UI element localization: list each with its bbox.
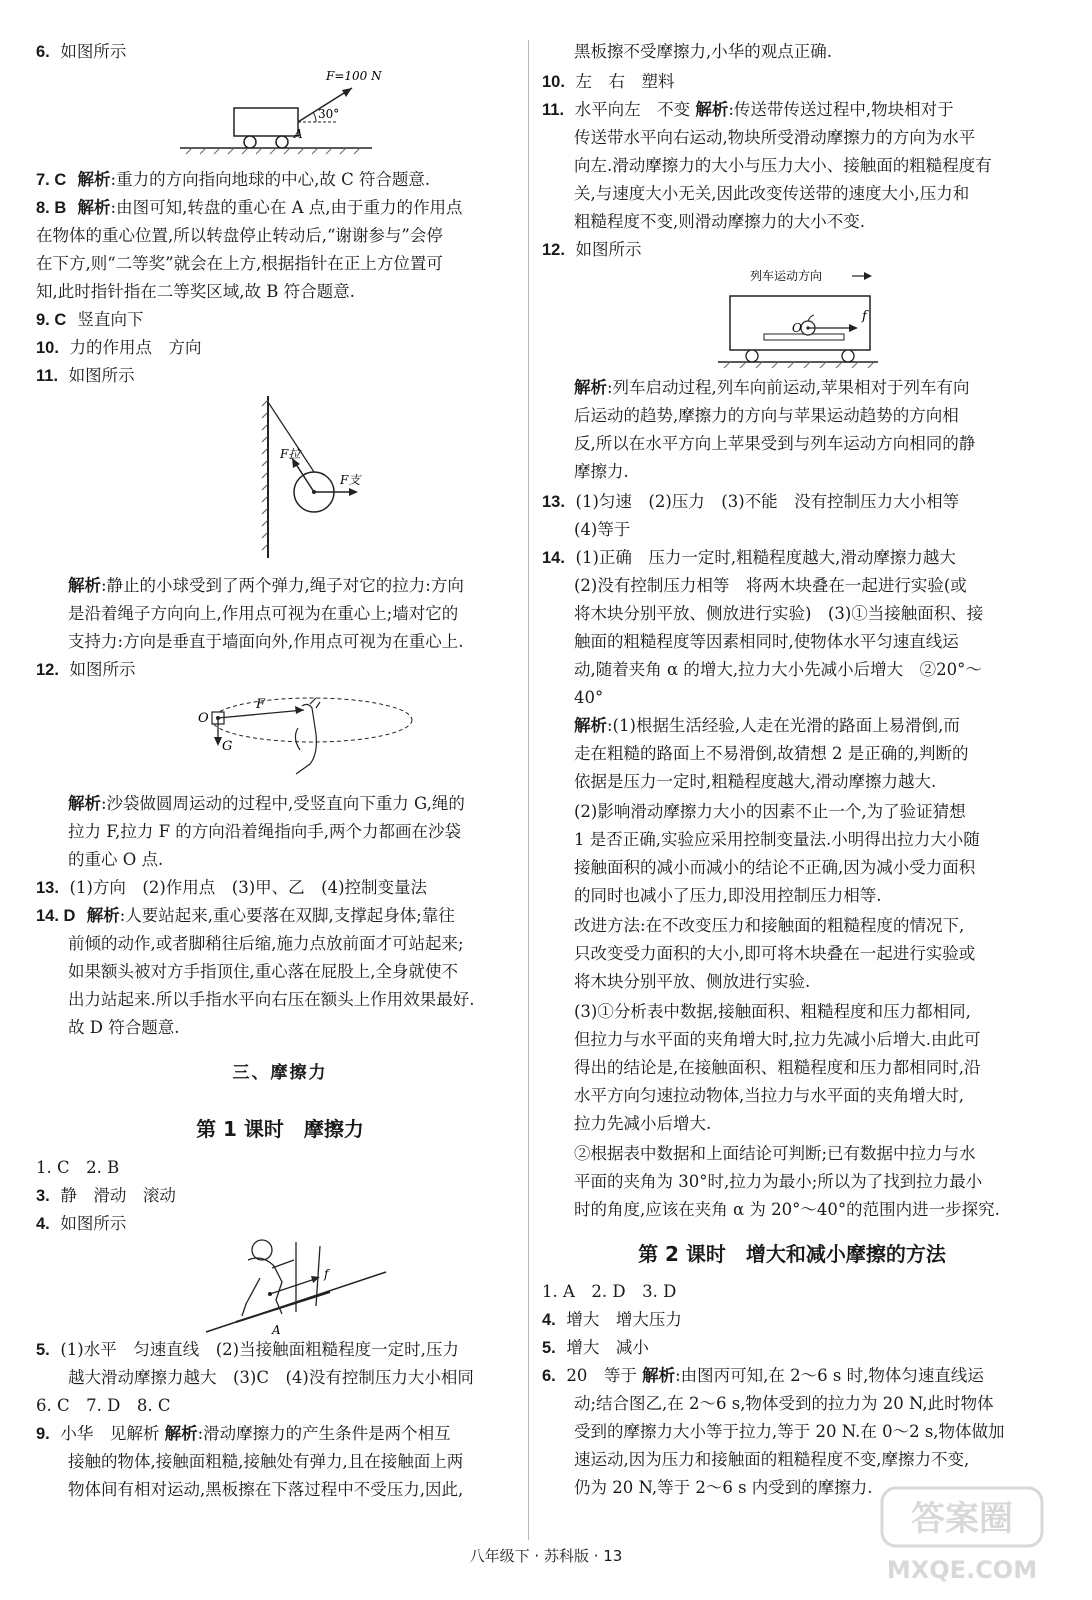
answer-line: 解析:列车启动过程,列车向前运动,苹果相对于列车有向 [574,378,970,397]
answer-line: 4. 如图所示 [36,1214,127,1233]
answer-line: 3. 静 滑动 滚动 [36,1186,176,1205]
answer-line: 7. C 解析:重力的方向指向地球的中心,故 C 符合题意. [36,170,431,189]
answer-line: 解析:(1)根据生活经验,人走在光滑的路面上易滑倒,而 [574,716,960,735]
cart-force-figure [176,66,382,158]
answer-line: 1 是否正确,实验应采用控制变量法.小明得出拉力大小随 [574,830,980,849]
answer-line: 13. (1)方向 (2)作用点 (3)甲、乙 (4)控制变量法 [36,878,428,897]
lesson-heading: 第 1 课时 摩擦力 [196,1117,364,1141]
answer-line: 接触面积的减小而减小的结论不正确,因为减小受力面积 [574,858,976,877]
answer-line: 如果额头被对方手指顶住,重心落在屁股上,全身就使不 [68,962,458,981]
answer-line: 6. 20 等于 解析:由图丙可知,在 2～6 s 时,物体匀速直线运 [542,1366,984,1385]
answer-line: 4. 增大 增大压力 [542,1310,682,1329]
answer-line: 8. B 解析:由图可知,转盘的重心在 A 点,由于重力的作用点 [36,198,463,217]
force-label: F=100 N [326,69,382,83]
answer-line: 的同时也减小了压力,即没用控制压力相等. [574,886,882,905]
answer-line: 向左.滑动摩擦力的大小与压力大小、接触面的粗糙程度有 [574,156,992,175]
answer-line: 6. C 7. D 8. C [36,1396,171,1415]
section-heading: 三、摩擦力 [232,1063,328,1083]
column-divider [528,40,529,1540]
watermark-bottom: MXQE.COM [886,1556,1038,1584]
o-label: O [198,711,209,726]
answer-line: 越大滑动摩擦力越大 (3)C (4)没有控制压力大小相同 [68,1368,474,1387]
answer-line: 走在粗糙的路面上不易滑倒,故猜想 2 是正确的,判断的 [574,744,969,763]
answer-line: 改进方法:在不改变压力和接触面的粗糙程度的情况下, [574,916,965,935]
answer-line: 1. C 2. B [36,1158,120,1177]
answer-line: 动;结合图乙,在 2～6 s,物体受到的拉力为 20 N,此时物体 [574,1394,994,1413]
answer-line: ②根据表中数据和上面结论可判断;已有数据中拉力与水 [574,1144,976,1163]
answer-line: 关,与速度大小无关,因此改变传送带的速度大小,压力和 [574,184,970,203]
answer-line: 将木块分别平放、侧放进行实验) (3)①当接触面积、接 [574,604,984,623]
answer-line: 受到的摩擦力大小等于拉力,等于 20 N.在 0～2 s,物体做加 [574,1422,1005,1441]
answer-line: (3)①分析表中数据,接触面积、粗糙程度和压力都相同, [574,1002,971,1021]
answer-line: 6. 如图所示 [36,42,127,61]
answer-line: 在物体的重心位置,所以转盘停止转动后,“谢谢参与”会停 [36,226,443,245]
ball-wall-figure [258,392,368,562]
answer-line: 平面的夹角为 30°时,拉力为最小;所以为了找到拉力最小 [574,1172,983,1191]
answer-line: 解析:沙袋做圆周运动的过程中,受竖直向下重力 G,绳的 [68,794,465,813]
answer-line: (2)没有控制压力相等 将两木块叠在一起进行实验(或 [574,576,967,595]
watermark-top: 答案圈 [911,1499,1013,1539]
answer-line: 依据是压力一定时,粗糙程度越大,滑动摩擦力越大. [574,772,937,791]
answer-line: 传送带水平向右运动,物块所受滑动摩擦力的方向为水平 [574,128,976,147]
page-footer: 八年级下 · 苏科版 · 13 [469,1547,623,1565]
answer-line: 黑板擦不受摩擦力,小华的观点正确. [574,42,832,61]
answer-line: 物体间有相对运动,黑板擦在下落过程中不受压力,因此, [68,1480,464,1499]
answer-line: 11. 水平向左 不变 解析:传送带传送过程中,物块相对于 [542,100,954,119]
answer-line: 只改变受力面积的大小,即可将木块叠在一起进行实验或 [574,944,976,963]
answer-line: 支持力:方向是垂直于墙面向外,作用点可视为在重心上. [68,632,464,651]
answer-line: 的重心 O 点. [68,850,164,869]
answer-line: 10. 左 右 塑料 [542,72,675,91]
answer-line: 出力站起来.所以手指水平向右压在额头上作用效果最好. [68,990,475,1009]
answer-line: 摩擦力. [574,462,629,481]
answer-line: 40° [574,688,604,707]
answer-line: 拉力先减小后增大. [574,1114,712,1133]
answer-line: 在下方,则“二等奖”就会在上方,根据指针在正上方位置可 [36,254,443,273]
answer-line: 解析:静止的小球受到了两个弹力,绳子对它的拉力:方向 [68,576,464,595]
answer-line: 仍为 20 N,等于 2～6 s 内受到的摩擦力. [574,1478,873,1497]
answer-line: 粗糙程度不变,则滑动摩擦力的大小不变. [574,212,865,231]
direction-label: 列车运动方向 [750,269,823,283]
answer-line: 触面的粗糙程度等因素相同时,使物体水平匀速直线运 [574,632,959,651]
sandbag-figure [192,688,432,784]
o-label: O [792,321,802,335]
answer-line: 12. 如图所示 [542,240,642,259]
answer-line: 速运动,因为压力和接触面的粗糙程度不变,摩擦力不变, [574,1450,970,1469]
angle-label: 30° [318,107,340,121]
answer-line: 前倾的动作,或者脚稍往后缩,施力点放前面才可站起来; [68,934,464,953]
answer-line: 5. 增大 减小 [542,1338,649,1357]
answer-line: 是沿着绳子方向向上,作用点可视为在重心上;墙对它的 [68,604,459,623]
answer-line: 后运动的趋势,摩擦力的方向与苹果运动趋势的方向相 [574,406,959,425]
answer-line: (4)等于 [574,520,631,539]
answer-line: 反,所以在水平方向上苹果受到与列车运动方向相同的静 [574,434,976,453]
tension-label: F拉 [280,447,301,461]
answer-line: 10. 力的作用点 方向 [36,338,202,357]
answer-line: 9. C 竖直向下 [36,310,144,329]
point-a-label: A [272,1323,281,1337]
answer-line: 时的角度,应该在夹角 α 为 20°～40°的范围内进一步探究. [574,1200,1000,1219]
answer-line: 14. D 解析:人要站起来,重心要落在双脚,支撑起身体;靠往 [36,906,455,925]
answer-line: 1. A 2. D 3. D [542,1282,677,1301]
point-a-label: A [294,127,303,141]
answer-line: 5. (1)水平 匀速直线 (2)当接触面粗糙程度一定时,压力 [36,1340,459,1359]
answer-line: 动,随着夹角 α 的增大,拉力大小先减小后增大 ②20°～ [574,660,982,679]
answer-line: 14. (1)正确 压力一定时,粗糙程度越大,滑动摩擦力越大 [542,548,956,567]
friction-label: f [324,1267,329,1281]
answer-line: 12. 如图所示 [36,660,136,679]
skier-figure [200,1238,390,1338]
answer-line: 得出的结论是,在接触面积、粗糙程度和压力都相同时,沿 [574,1058,981,1077]
answer-line: 水平方向匀速拉动物体,当拉力与水平面的夹角增大时, [574,1086,964,1105]
answer-line: 但拉力与水平面的夹角增大时,拉力先减小后增大.由此可 [574,1030,981,1049]
support-label: F支 [340,473,361,487]
f-label: F [256,697,266,712]
answer-line: 知,此时指针指在二等奖区域,故 B 符合题意. [36,282,355,301]
answer-line: 拉力 F,拉力 F 的方向沿着绳指向手,两个力都画在沙袋 [68,822,462,841]
g-label: G [222,739,233,754]
answer-line: 11. 如图所示 [36,366,135,385]
answer-line: 将木块分别平放、侧放进行实验. [574,972,811,991]
answer-line: 接触的物体,接触面粗糙,接触处有弹力,且在接触面上两 [68,1452,464,1471]
answer-line: 故 D 符合题意. [68,1018,180,1037]
friction-label: f [862,309,867,324]
lesson-heading: 第 2 课时 增大和减小摩擦的方法 [638,1242,946,1266]
train-apple-figure [712,266,882,370]
answer-line: (2)影响滑动摩擦力大小的因素不止一个,为了验证猜想 [574,802,966,821]
answer-line: 9. 小华 见解析 解析:滑动摩擦力的产生条件是两个相互 [36,1424,451,1443]
answer-line: 13. (1)匀速 (2)压力 (3)不能 没有控制压力大小相等 [542,492,960,511]
watermark-logo [872,1480,1052,1590]
